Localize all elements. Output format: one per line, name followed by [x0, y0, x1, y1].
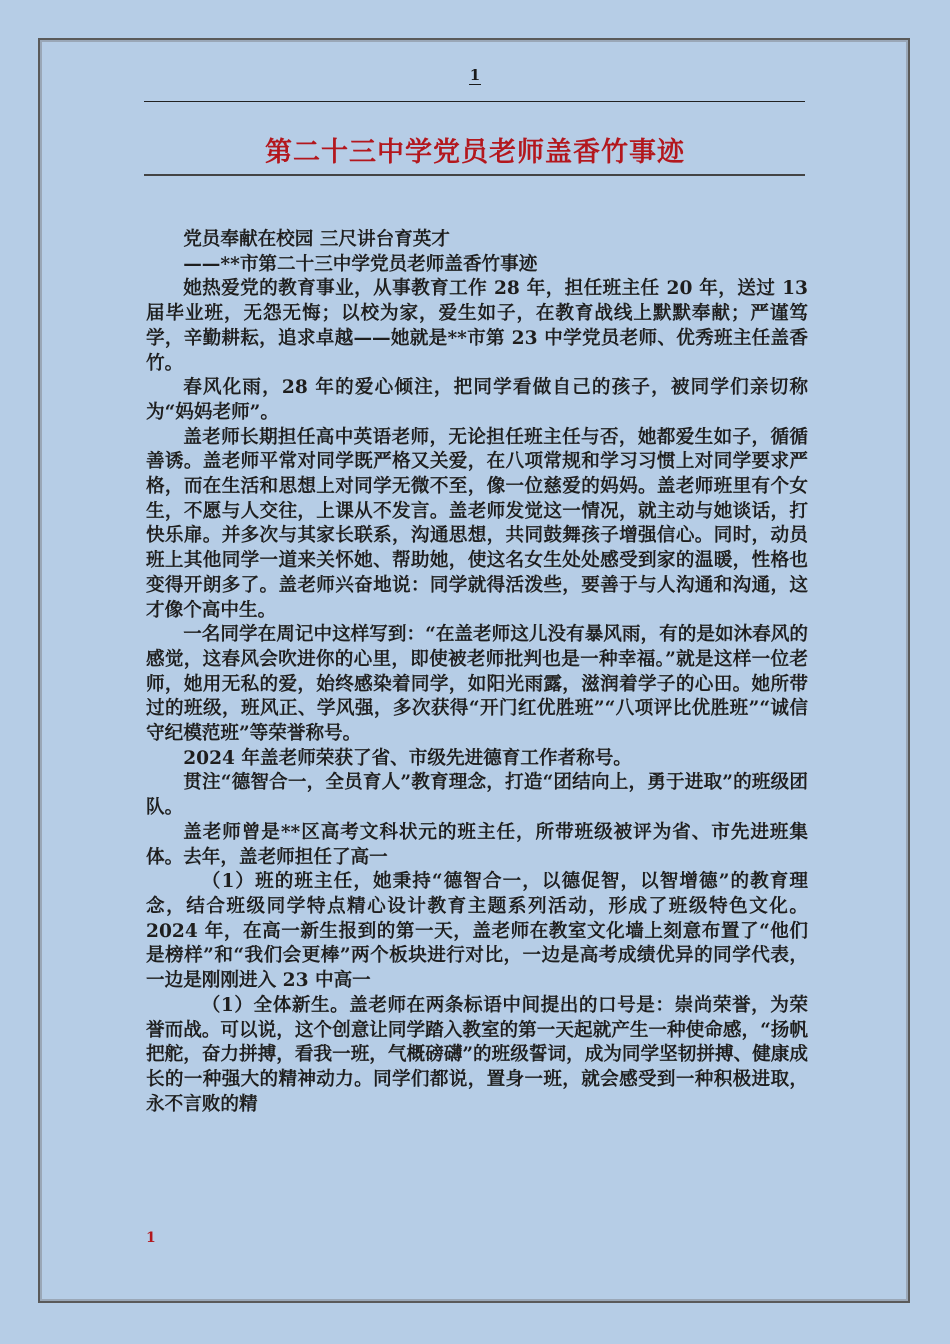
paragraph: （1）全体新生。盖老师在两条标语中间提出的口号是：崇尚荣誉，为荣誉而战。可以说，这个创意让同学踏入教室的第一天起就产生一种使命感，“扬帆把舵，奋力拼搏，看我一班，气概磅礴”的班级誓词，成为同学坚韧拼搏、健康成长的一种强大的精神动力。同学们都说，置身一班，就会感受到一种积极进取，永不言败的精: [146, 994, 808, 1115]
document-byline: ——**市第二十三中学党员老师盖香竹事迹: [183, 253, 538, 275]
header-rule: [144, 101, 805, 102]
paragraph: （1）班的班主任，她秉持“德智合一，以德促智，以智增德”的教育理念，结合班级同学特点精心设计教育主题系列活动，形成了班级特色文化。2024 年，在高一新生报到的第一天，盖老师在教室文化墙上刻意布置了“他们是榜样”和“我们会更棒”两个板块进行对比，一边是高考成绩优异的同学代表，一边是刚刚进入 23 中高一: [146, 871, 808, 992]
header-page-number: 1: [469, 66, 481, 84]
footer-page-number: 1: [146, 1230, 156, 1246]
paragraph: 2024 年盖老师荣获了省、市级先进德育工作者称号。: [183, 747, 632, 769]
paragraph: 一名同学在周记中这样写到：“在盖老师这儿没有暴风雨，有的是如沐春风的感觉，这春风会吹进你的心里，即使被老师批判也是一种幸福。”就是这样一位老师，她用无私的爱，始终感染着同学，如阳光雨露，滋润着学子的心田。她所带过的班级，班风正、学风强，多次获得“开门红优胜班”“八项评比优胜班”“诚信守纪模范班”等荣誉称号。: [146, 624, 808, 745]
paragraph: 盖老师长期担任高中英语老师，无论担任班主任与否，她都爱生如子，循循善诱。盖老师平常对同学既严格又关爱，在八项常规和学习习惯上对同学要求严格，而在生活和思想上对同学无微不至，像一位慈爱的妈妈。盖老师班里有个女生，不愿与人交往，上课从不发言。盖老师发觉这一情况，就主动与她谈话，打快乐扉。并多次与其家长联系，沟通思想，共同鼓舞孩子增强信心。同时，动员班上其他同学一道来关怀她、帮助她，使这名女生处处感受到家的温暖，性格也变得开朗多了。盖老师兴奋地说：同学就得活泼些，要善于与人沟通和沟通，这才像个高中生。: [146, 426, 808, 621]
paragraph: 贯注“德智合一，全员育人”教育理念，打造“团结向上，勇于进取”的班级团队。: [146, 772, 808, 819]
paragraph: 她热爱党的教育事业，从事教育工作 28 年，担任班主任 20 年，送过 13 届毕业班，无怨无悔；以校为家，爱生如子，在教育战线上默默奉献；严谨笃学，辛勤耕耘，追求卓越——她就是**市第 23 中学党员老师、优秀班主任盖香竹。: [146, 278, 808, 374]
document-body: [146, 228, 808, 1117]
document-title: 第二十三中学党员老师盖香竹事迹: [265, 137, 685, 168]
paragraph: 春风化雨，28 年的爱心倾注，把同学看做自己的孩子，被同学们亲切称为“妈妈老师”。: [146, 377, 808, 423]
title-rule: [144, 174, 805, 176]
document-subtitle: 党员奉献在校园 三尺讲台育英才: [183, 229, 450, 250]
paragraph: 盖老师曾是**区高考文科状元的班主任，所带班级被评为省、市先进班集体。去年，盖老师担任了高一: [146, 821, 808, 868]
